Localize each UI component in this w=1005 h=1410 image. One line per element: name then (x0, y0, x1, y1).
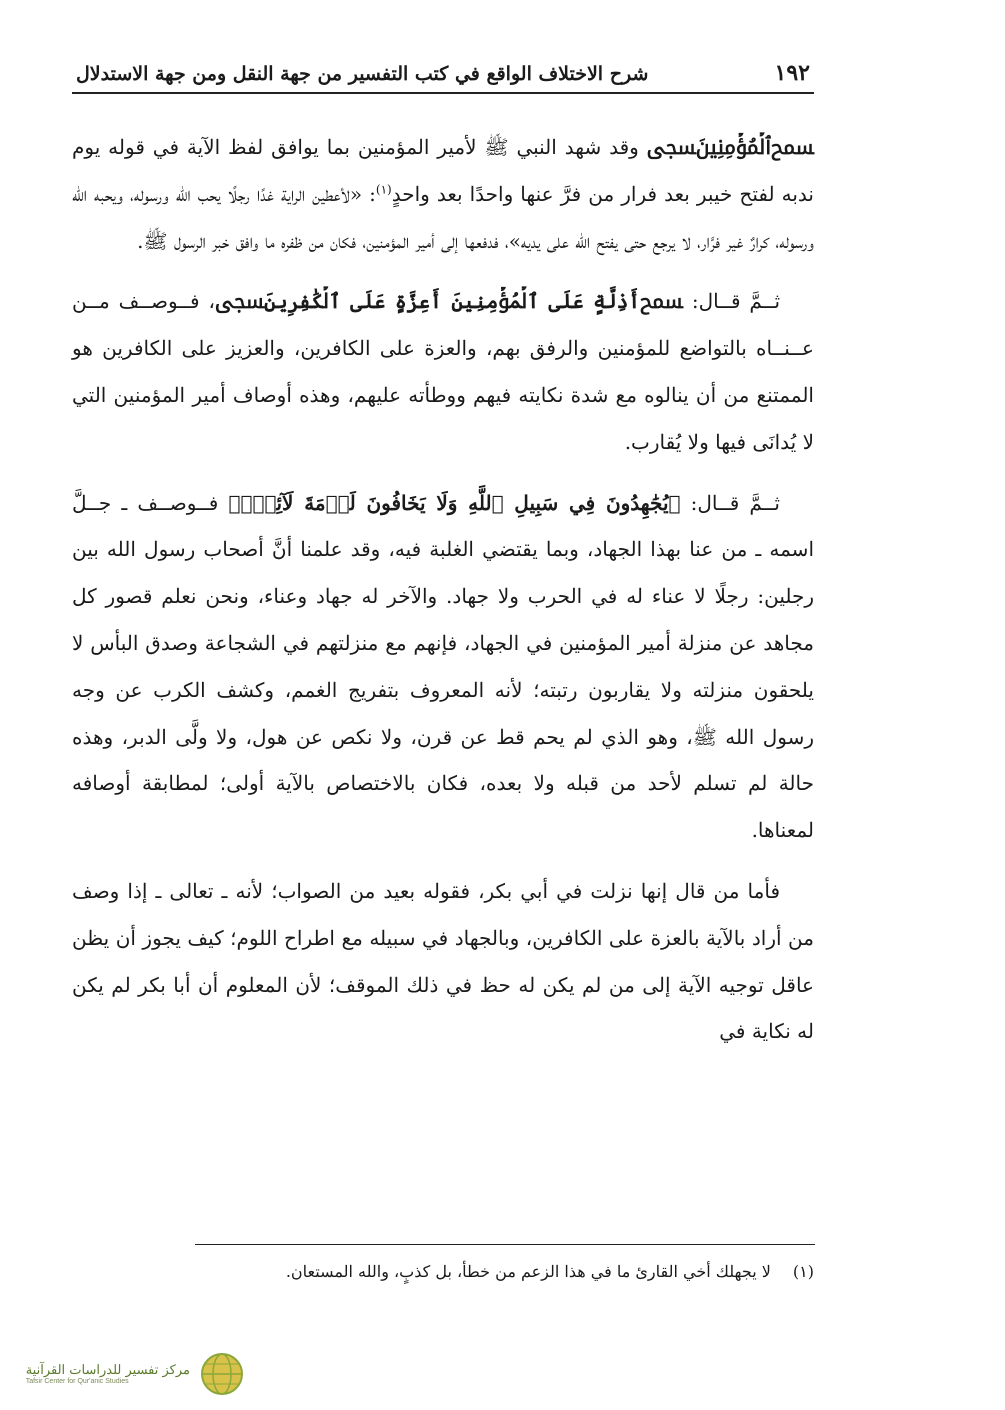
footnote-text: لا يجهلك أخي القارئ ما في هذا الزعم من خطأ، بل كذبٍ، والله المستعان. (285, 1262, 771, 1281)
publisher-logo (8, 1348, 248, 1400)
running-title: شرح الاختلاف الواقع في كتب التفسير من جهة النقل ومن جهة الاستدلال (76, 63, 649, 85)
globe-logo-icon (196, 1350, 248, 1398)
paragraph-3 (72, 480, 814, 854)
footnote-divider (195, 1244, 815, 1245)
footnote-number: (١) (792, 1262, 814, 1281)
quran-verse: ﵟأَذِلَّةٍ عَلَى ٱلۡمُؤۡمِنِينَ أَعِزَّةٍ عَلَى ٱلۡكَٰفِرِينَﵞ (214, 289, 683, 314)
paragraph-text: : «لأعطين الراية غدًا رجلًا يحب الله ورسوله، ويحبه الله ورسوله، كرارٌ غير فرَّار، لا يرجع حتى يفتح الله على يديه»، فدفعها إلى أمير المؤمنين، فكان من ظفره ما وافق خبر الرسول ﷺ. (72, 181, 814, 253)
body-text (72, 124, 814, 1055)
running-header (72, 60, 814, 94)
logo-english-name: Tafsir Center for Qur'anic Studies (25, 1378, 129, 1385)
paragraph-text: ثــمَّ قــال: (680, 490, 781, 515)
logo-arabic-name: مركز تفسير للدراسات القرآنية (25, 1363, 190, 1378)
footnote (72, 1262, 814, 1281)
paragraph-2 (72, 278, 814, 465)
paragraph-text: فــوصــف ـ جــلَّ اسمه ـ من عنا بهذا الجهاد، وبما يقتضي الغلبة فيه، وقد علمنا أنَّ أصحاب رسول الله بين رجلين: رجلًا لا عناء له في الحرب ولا جهاد. والآخر له جهاد وعناء، ونحن نعلم قصور كل مجاهد عن منزلة أمير المؤمنين في الجهاد، فإنهم مع منزلتهم في الشجاعة وصدق البأس لا يلحقون منزلته ولا يقاربون رتبته؛ لأنه المعروف بتفريج الغمم، وكشف الكرب عن وجه رسول الله ﷺ، وهو الذي لم يحم قط عن قرن، ولا نكص عن هول، ولا ولَّى الدبر، وهذه حالة لم تسلم لأحد من قبله ولا بعده، فكان بالاختصاص بالآية أولى؛ لمطابقة أوصافه لمعناها. (72, 490, 814, 843)
paragraph-text: فأما من قال إنها نزلت في أبي بكر، فقوله بعيد من الصواب؛ لأنه ـ تعالى ـ إذا وصف من أراد بالآية بالعزة على الكافرين، وبالجهاد في سبيله مع اطراح اللوم؛ كيف يجوز أن يظن عاقل توجيه الآية إلى من لم يكن له حظ في ذلك الموقف؛ لأن المعلوم أن أبا بكر لم يكن له نكاية في (72, 878, 814, 1044)
quran-verse: ﵟٱلۡمُؤۡمِنِينَﵞ (646, 135, 814, 159)
quran-verse: ﵟيُجَٰهِدُونَ فِي سَبِيلِ ٱللَّهِ وَلَا يَخَافُونَ لَوۡمَةَ لَآئِمٖۚﵞ (228, 490, 681, 515)
footnote-reference[interactable]: (١) (375, 182, 392, 197)
paragraph-text: وقد شهد النبي ﷺ لأمير المؤمنين بما يوافق لفظ الآية في قوله يوم ندبه لفتح خيبر بعد فرار من فرَّ عنها واحدًا بعد واحدٍ (72, 135, 814, 206)
page (72, 60, 814, 1069)
paragraph-1 (72, 124, 814, 264)
page-number: ١٩٢ (774, 60, 810, 86)
paragraph-4 (72, 868, 814, 1055)
paragraph-text: ، فــوصــف مــن عــنــاه بالتواضع للمؤمنين والرفق بهم، والعزة على الكافرين، والعزيز على الكافرين هو الممتنع من أن ينالوه مع شدة نكايته فيهم ووطأته عليهم، وهذه أوصاف أمير المؤمنين التي لا يُدانَى فيها ولا يُقارب. (72, 289, 814, 454)
paragraph-text: ثــمَّ قــال: (682, 289, 781, 314)
